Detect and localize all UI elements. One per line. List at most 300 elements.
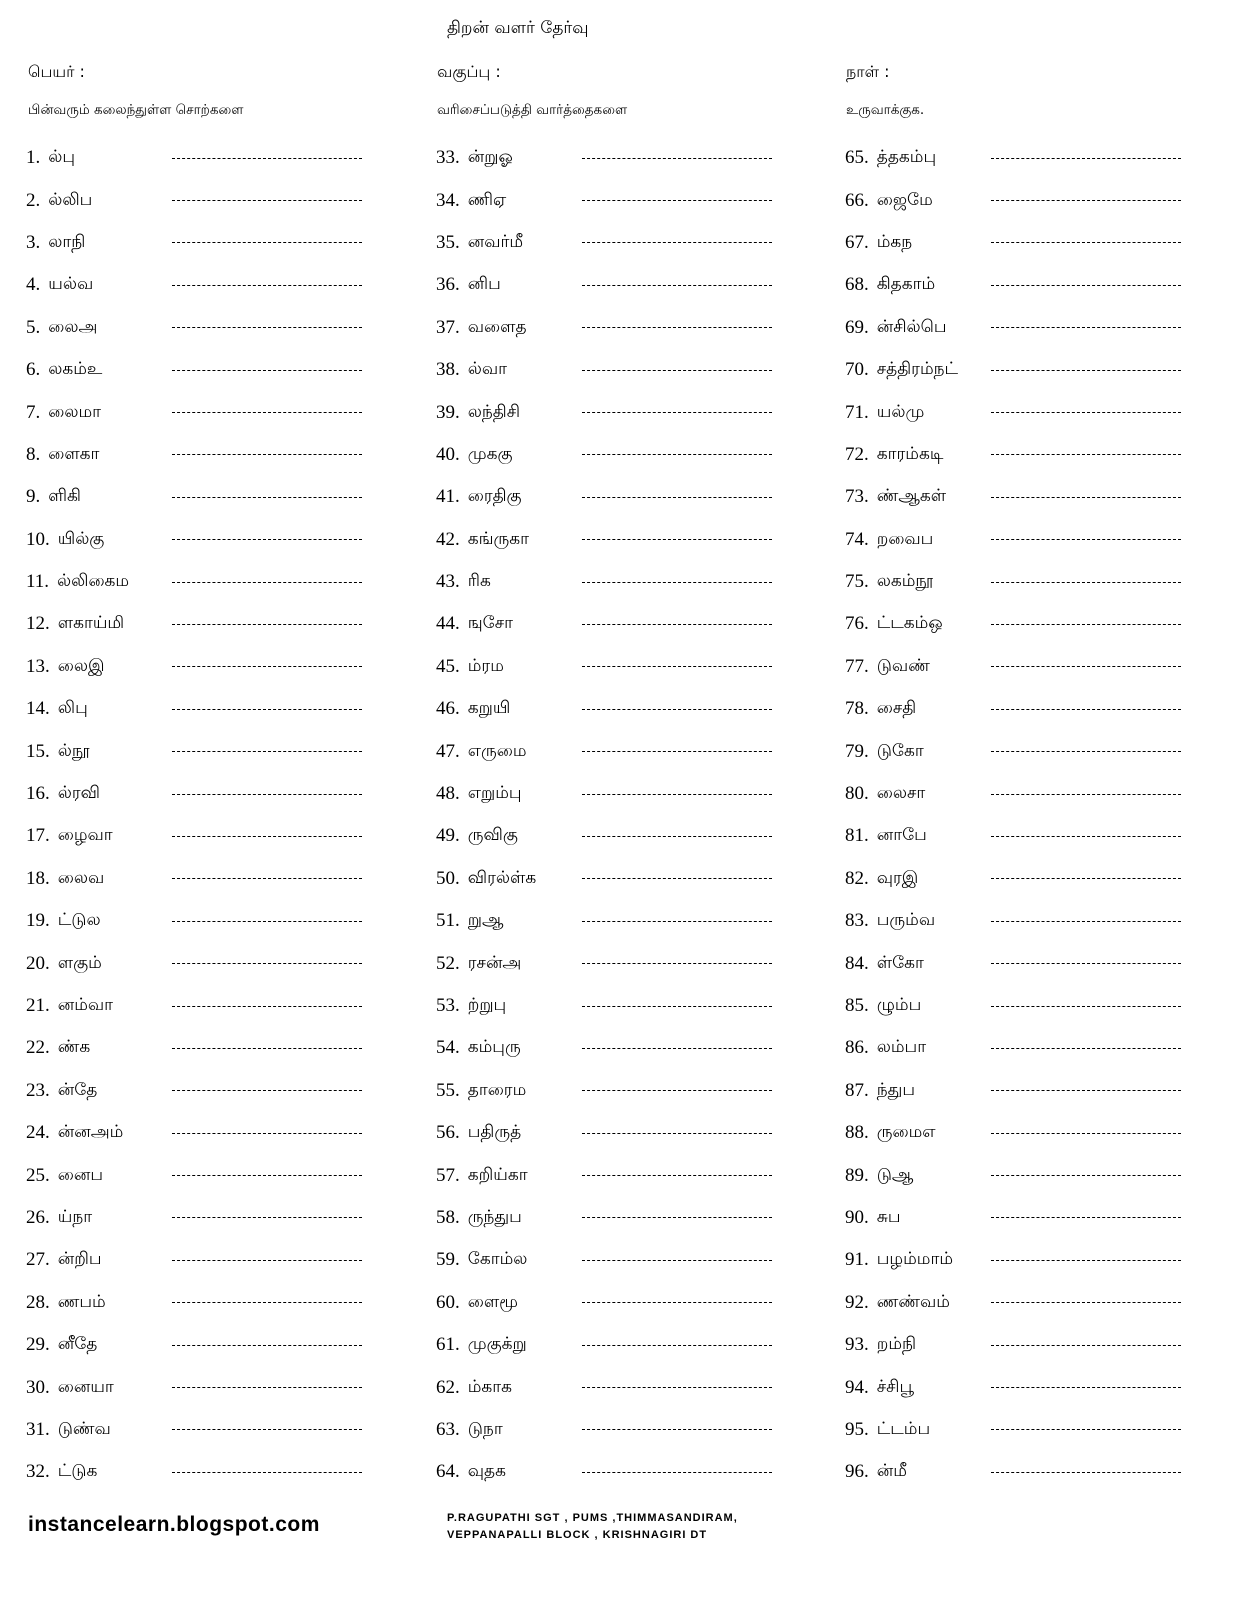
- scrambled-word: ன்றுஓ: [467, 147, 513, 168]
- word-row: [845, 179, 1225, 221]
- answer-blank[interactable]: [582, 1154, 772, 1196]
- answer-blank[interactable]: [172, 603, 362, 645]
- scrambled-word: ல்பு: [48, 147, 76, 168]
- scrambled-word: ம்காக: [467, 1376, 513, 1397]
- word-row: [26, 730, 406, 772]
- word-number: 73.: [845, 486, 869, 508]
- word-number: 94.: [845, 1376, 869, 1398]
- scrambled-word: ருந்துப: [467, 1206, 522, 1227]
- word-number: 7.: [26, 401, 41, 423]
- word-row: [845, 561, 1225, 603]
- word-row: [26, 1282, 406, 1324]
- word-row: [845, 1366, 1225, 1408]
- answer-blank[interactable]: [172, 1197, 362, 1239]
- word-row: [436, 815, 816, 857]
- answer-blank[interactable]: [991, 900, 1181, 942]
- scrambled-word: னீதே: [57, 1334, 98, 1355]
- scrambled-word: ட்டுக: [57, 1461, 98, 1482]
- word-row: [26, 942, 406, 984]
- answer-blank[interactable]: [172, 730, 362, 772]
- answer-blank[interactable]: [991, 603, 1181, 645]
- answer-blank[interactable]: [582, 646, 772, 688]
- answer-blank[interactable]: [991, 773, 1181, 815]
- scrambled-word: லைமா: [48, 401, 102, 422]
- answer-blank[interactable]: [991, 307, 1181, 349]
- word-row: [436, 1070, 816, 1112]
- scrambled-word: ரசன்அ: [467, 952, 522, 973]
- word-number: 61.: [436, 1334, 460, 1356]
- word-number: 51.: [436, 910, 460, 932]
- answer-blank[interactable]: [582, 773, 772, 815]
- word-number: 70.: [845, 359, 869, 381]
- word-number: 62.: [436, 1376, 460, 1398]
- word-number: 81.: [845, 825, 869, 847]
- answer-blank[interactable]: [172, 349, 362, 391]
- word-number: 19.: [26, 910, 50, 932]
- answer-blank[interactable]: [172, 646, 362, 688]
- answer-blank[interactable]: [582, 1027, 772, 1069]
- answer-blank[interactable]: [582, 1282, 772, 1324]
- answer-blank[interactable]: [991, 1197, 1181, 1239]
- word-column-3: [845, 137, 1225, 1494]
- answer-blank[interactable]: [991, 1070, 1181, 1112]
- answer-blank[interactable]: [172, 561, 362, 603]
- word-row: [436, 730, 816, 772]
- scrambled-word: ண்க: [57, 1037, 91, 1058]
- word-number: 27.: [26, 1249, 50, 1271]
- word-row: [26, 222, 406, 264]
- answer-blank[interactable]: [582, 561, 772, 603]
- word-number: 30.: [26, 1376, 50, 1398]
- answer-blank[interactable]: [991, 985, 1181, 1027]
- answer-blank[interactable]: [172, 137, 362, 179]
- answer-blank[interactable]: [991, 858, 1181, 900]
- answer-blank[interactable]: [991, 519, 1181, 561]
- scrambled-word: எருமை: [467, 740, 527, 761]
- scrambled-word: சுப: [876, 1206, 901, 1227]
- word-number: 82.: [845, 867, 869, 889]
- answer-blank[interactable]: [991, 476, 1181, 518]
- word-column-2: [436, 137, 816, 1494]
- answer-blank[interactable]: [582, 1366, 772, 1408]
- answer-blank[interactable]: [991, 1366, 1181, 1408]
- word-row: [436, 858, 816, 900]
- scrambled-word: சைதி: [876, 698, 917, 719]
- word-number: 6.: [26, 359, 41, 381]
- word-number: 57.: [436, 1164, 460, 1186]
- answer-blank[interactable]: [582, 1197, 772, 1239]
- scrambled-word: ஜைமே: [876, 189, 933, 210]
- word-row: [26, 1154, 406, 1196]
- scrambled-word: ரைதிகு: [467, 486, 522, 507]
- word-row: [26, 137, 406, 179]
- footer-credit-line1: P.RAGUPATHI SGT , PUMS ,THIMMASANDIRAM,: [447, 1512, 738, 1524]
- word-row: [845, 858, 1225, 900]
- word-row: [436, 1282, 816, 1324]
- word-number: 63.: [436, 1418, 460, 1440]
- scrambled-word: விரல்ள்க: [467, 867, 537, 888]
- answer-blank[interactable]: [172, 1409, 362, 1451]
- answer-blank[interactable]: [172, 307, 362, 349]
- word-number: 74.: [845, 528, 869, 550]
- scrambled-word: ரிக: [467, 571, 491, 592]
- answer-blank[interactable]: [582, 307, 772, 349]
- answer-blank[interactable]: [582, 137, 772, 179]
- word-row: [845, 1451, 1225, 1493]
- answer-blank[interactable]: [582, 1239, 772, 1281]
- answer-blank[interactable]: [582, 985, 772, 1027]
- scrambled-word: த்தகம்பு: [876, 147, 937, 168]
- instruction-part2: வரிசைப்படுத்தி வார்த்தைகளை: [437, 102, 628, 118]
- word-row: [436, 476, 816, 518]
- scrambled-word: ம்ரம: [467, 655, 504, 676]
- footer-credit: [447, 1510, 738, 1544]
- scrambled-word: டுநா: [467, 1418, 503, 1439]
- word-number: 85.: [845, 995, 869, 1016]
- scrambled-word: ட்டகம்ஒ: [876, 613, 943, 634]
- answer-blank[interactable]: [582, 1070, 772, 1112]
- answer-blank[interactable]: [582, 688, 772, 730]
- word-row: [845, 688, 1225, 730]
- word-number: 72.: [845, 443, 869, 465]
- answer-blank[interactable]: [172, 476, 362, 518]
- answer-blank[interactable]: [172, 1282, 362, 1324]
- scrambled-word: லைசா: [876, 783, 926, 804]
- name-label: பெயர் :: [28, 62, 85, 81]
- word-number: 40.: [436, 443, 460, 465]
- word-number: 80.: [845, 783, 869, 805]
- word-number: 33.: [436, 147, 460, 169]
- word-number: 16.: [26, 783, 50, 805]
- scrambled-word: னையா: [57, 1376, 114, 1397]
- scrambled-word: ழும்ப: [876, 995, 922, 1015]
- word-row: [26, 603, 406, 645]
- scrambled-word: ள்கோ: [876, 952, 924, 973]
- word-row: [436, 1239, 816, 1281]
- word-number: 91.: [845, 1249, 869, 1271]
- answer-blank[interactable]: [582, 264, 772, 306]
- scrambled-word: னிப: [467, 274, 501, 295]
- answer-blank[interactable]: [991, 434, 1181, 476]
- word-number: 48.: [436, 783, 460, 805]
- scrambled-word: ய்நா: [57, 1206, 93, 1227]
- word-number: 23.: [26, 1079, 50, 1101]
- answer-blank[interactable]: [172, 815, 362, 857]
- word-number: 96.: [845, 1461, 869, 1483]
- word-row: [845, 391, 1225, 433]
- answer-blank[interactable]: [991, 1027, 1181, 1069]
- answer-blank[interactable]: [172, 1027, 362, 1069]
- word-number: 39.: [436, 401, 460, 423]
- answer-blank[interactable]: [172, 1366, 362, 1408]
- word-number: 24.: [26, 1122, 50, 1144]
- scrambled-word: ளைமூ: [467, 1291, 519, 1312]
- word-number: 69.: [845, 316, 869, 338]
- word-number: 52.: [436, 952, 460, 974]
- answer-blank[interactable]: [991, 1451, 1181, 1493]
- answer-blank[interactable]: [582, 900, 772, 942]
- scrambled-word: ச்சிபூ: [876, 1376, 914, 1397]
- answer-blank[interactable]: [582, 222, 772, 264]
- scrambled-word: கறுயி: [467, 698, 511, 719]
- word-row: [26, 179, 406, 221]
- answer-blank[interactable]: [991, 264, 1181, 306]
- word-row: [436, 519, 816, 561]
- word-row: [436, 561, 816, 603]
- scrambled-word: லிபு: [57, 698, 88, 719]
- word-row: [26, 646, 406, 688]
- word-number: 89.: [845, 1164, 869, 1186]
- answer-blank[interactable]: [991, 179, 1181, 221]
- word-row: [845, 476, 1225, 518]
- answer-blank[interactable]: [172, 1324, 362, 1366]
- answer-blank[interactable]: [582, 476, 772, 518]
- scrambled-word: ஙுசோ: [467, 613, 514, 634]
- scrambled-word: பழம்மாம்: [876, 1249, 954, 1270]
- word-number: 86.: [845, 1037, 869, 1059]
- answer-blank[interactable]: [582, 391, 772, 433]
- word-row: [845, 900, 1225, 942]
- scrambled-word: றவைப: [876, 528, 934, 549]
- word-number: 50.: [436, 867, 460, 889]
- word-number: 93.: [845, 1334, 869, 1356]
- answer-blank[interactable]: [991, 1409, 1181, 1451]
- word-row: [845, 815, 1225, 857]
- word-row: [436, 1324, 816, 1366]
- word-number: 47.: [436, 740, 460, 762]
- word-row: [436, 900, 816, 942]
- word-row: [436, 137, 816, 179]
- answer-blank[interactable]: [582, 815, 772, 857]
- answer-blank[interactable]: [991, 942, 1181, 984]
- answer-blank[interactable]: [991, 349, 1181, 391]
- answer-blank[interactable]: [991, 561, 1181, 603]
- word-number: 10.: [26, 528, 50, 550]
- word-number: 42.: [436, 528, 460, 550]
- word-row: [845, 434, 1225, 476]
- word-number: 53.: [436, 995, 460, 1016]
- answer-blank[interactable]: [172, 179, 362, 221]
- word-row: [436, 1027, 816, 1069]
- answer-blank[interactable]: [582, 730, 772, 772]
- answer-blank[interactable]: [582, 942, 772, 984]
- word-number: 36.: [436, 274, 460, 296]
- answer-blank[interactable]: [582, 434, 772, 476]
- scrambled-word: டுவண்: [876, 655, 930, 676]
- answer-blank[interactable]: [991, 1154, 1181, 1196]
- word-row: [26, 561, 406, 603]
- answer-blank[interactable]: [172, 900, 362, 942]
- answer-blank[interactable]: [172, 434, 362, 476]
- answer-blank[interactable]: [582, 1112, 772, 1154]
- answer-blank[interactable]: [991, 646, 1181, 688]
- word-row: [845, 222, 1225, 264]
- word-row: [436, 1366, 816, 1408]
- word-number: 1.: [26, 147, 41, 169]
- word-row: [845, 1197, 1225, 1239]
- scrambled-word: ந்துப: [876, 1079, 916, 1100]
- word-row: [845, 349, 1225, 391]
- answer-blank[interactable]: [172, 391, 362, 433]
- word-row: [845, 985, 1225, 1027]
- answer-blank[interactable]: [172, 942, 362, 984]
- word-row: [845, 646, 1225, 688]
- footer-site: instancelearn.blogspot.com: [28, 1513, 320, 1536]
- word-row: [26, 264, 406, 306]
- word-number: 4.: [26, 274, 41, 296]
- answer-blank[interactable]: [582, 1324, 772, 1366]
- answer-blank[interactable]: [172, 1154, 362, 1196]
- answer-blank[interactable]: [172, 1451, 362, 1493]
- answer-blank[interactable]: [172, 1239, 362, 1281]
- word-row: [436, 603, 816, 645]
- scrambled-word: கிதகாம்: [876, 274, 936, 295]
- answer-blank[interactable]: [991, 137, 1181, 179]
- scrambled-word: லாநி: [48, 231, 86, 252]
- answer-blank[interactable]: [172, 985, 362, 1027]
- word-row: [26, 1451, 406, 1493]
- word-row: [26, 519, 406, 561]
- scrambled-word: ளகாய்மி: [57, 613, 125, 634]
- word-row: [436, 349, 816, 391]
- scrambled-word: ல்நூ: [57, 740, 90, 761]
- word-number: 49.: [436, 825, 460, 847]
- scrambled-word: லம்பா: [876, 1037, 927, 1058]
- word-number: 67.: [845, 231, 869, 253]
- word-number: 9.: [26, 486, 41, 508]
- word-number: 29.: [26, 1334, 50, 1356]
- word-row: [845, 264, 1225, 306]
- word-number: 22.: [26, 1037, 50, 1059]
- word-number: 43.: [436, 571, 460, 593]
- answer-blank[interactable]: [991, 1112, 1181, 1154]
- scrambled-word: ணண்வம்: [876, 1291, 950, 1312]
- word-number: 34.: [436, 189, 460, 211]
- scrambled-word: சத்திரம்நட்: [876, 359, 959, 380]
- scrambled-word: ழைவா: [57, 825, 113, 846]
- scrambled-word: கறிய்கா: [467, 1164, 528, 1185]
- word-row: [845, 730, 1225, 772]
- date-label: நாள் :: [846, 62, 890, 81]
- word-row: [845, 1409, 1225, 1451]
- word-row: [845, 1112, 1225, 1154]
- word-number: 79.: [845, 740, 869, 762]
- answer-blank[interactable]: [172, 1112, 362, 1154]
- answer-blank[interactable]: [991, 222, 1181, 264]
- answer-blank[interactable]: [582, 1409, 772, 1451]
- word-row: [26, 1027, 406, 1069]
- word-number: 54.: [436, 1037, 460, 1059]
- word-row: [845, 773, 1225, 815]
- scrambled-word: முகுக்று: [467, 1334, 527, 1355]
- word-row: [26, 391, 406, 433]
- word-number: 37.: [436, 316, 460, 338]
- scrambled-word: யில்கு: [57, 528, 105, 549]
- scrambled-word: எறும்பு: [467, 783, 522, 804]
- answer-blank[interactable]: [991, 391, 1181, 433]
- answer-blank[interactable]: [582, 858, 772, 900]
- answer-blank[interactable]: [991, 1282, 1181, 1324]
- word-number: 71.: [845, 401, 869, 423]
- word-number: 76.: [845, 613, 869, 635]
- scrambled-word: ன்றிப: [57, 1249, 102, 1270]
- answer-blank[interactable]: [582, 603, 772, 645]
- word-row: [26, 773, 406, 815]
- answer-blank[interactable]: [172, 773, 362, 815]
- scrambled-word: முககு: [467, 443, 513, 464]
- word-row: [436, 179, 816, 221]
- word-number: 21.: [26, 995, 50, 1016]
- word-number: 15.: [26, 740, 50, 762]
- word-row: [26, 1239, 406, 1281]
- answer-blank[interactable]: [991, 730, 1181, 772]
- scrambled-word: ருமைஎ: [876, 1122, 936, 1143]
- scrambled-word: பரும்வ: [876, 910, 936, 931]
- scrambled-word: யல்மு: [876, 401, 925, 422]
- answer-blank[interactable]: [172, 519, 362, 561]
- word-row: [26, 815, 406, 857]
- word-row: [436, 1409, 816, 1451]
- answer-blank[interactable]: [991, 815, 1181, 857]
- scrambled-word: டுஆ: [876, 1164, 914, 1185]
- word-number: 8.: [26, 443, 41, 465]
- word-row: [845, 1070, 1225, 1112]
- scrambled-word: வுதக: [467, 1461, 506, 1482]
- scrambled-word: பதிருத்: [467, 1122, 522, 1143]
- answer-blank[interactable]: [172, 688, 362, 730]
- word-number: 28.: [26, 1291, 50, 1313]
- word-number: 56.: [436, 1122, 460, 1144]
- word-number: 41.: [436, 486, 460, 508]
- scrambled-word: வுரஇ: [876, 867, 919, 888]
- answer-blank[interactable]: [172, 222, 362, 264]
- answer-blank[interactable]: [582, 179, 772, 221]
- answer-blank[interactable]: [582, 519, 772, 561]
- scrambled-word: வளைத: [467, 316, 527, 337]
- word-number: 25.: [26, 1164, 50, 1186]
- class-label: வகுப்பு :: [437, 62, 501, 81]
- scrambled-word: ல்ரவி: [57, 783, 100, 804]
- answer-blank[interactable]: [172, 858, 362, 900]
- answer-blank[interactable]: [991, 688, 1181, 730]
- word-row: [436, 985, 816, 1027]
- answer-blank[interactable]: [172, 1070, 362, 1112]
- answer-blank[interactable]: [991, 1239, 1181, 1281]
- scrambled-word: ன்மீ: [876, 1461, 907, 1482]
- word-row: [845, 137, 1225, 179]
- word-number: 58.: [436, 1206, 460, 1228]
- answer-blank[interactable]: [991, 1324, 1181, 1366]
- word-row: [26, 349, 406, 391]
- word-number: 14.: [26, 698, 50, 720]
- word-number: 84.: [845, 952, 869, 974]
- word-row: [845, 1324, 1225, 1366]
- word-row: [845, 942, 1225, 984]
- word-row: [845, 519, 1225, 561]
- word-row: [26, 1324, 406, 1366]
- word-number: 65.: [845, 147, 869, 169]
- word-number: 18.: [26, 867, 50, 889]
- scrambled-word: ன்னஅம்: [57, 1122, 124, 1143]
- answer-blank[interactable]: [172, 264, 362, 306]
- answer-blank[interactable]: [582, 1451, 772, 1493]
- word-number: 35.: [436, 231, 460, 253]
- word-row: [436, 222, 816, 264]
- answer-blank[interactable]: [582, 349, 772, 391]
- word-row: [436, 942, 816, 984]
- scrambled-word: ணிஏ: [467, 189, 507, 210]
- word-row: [26, 1112, 406, 1154]
